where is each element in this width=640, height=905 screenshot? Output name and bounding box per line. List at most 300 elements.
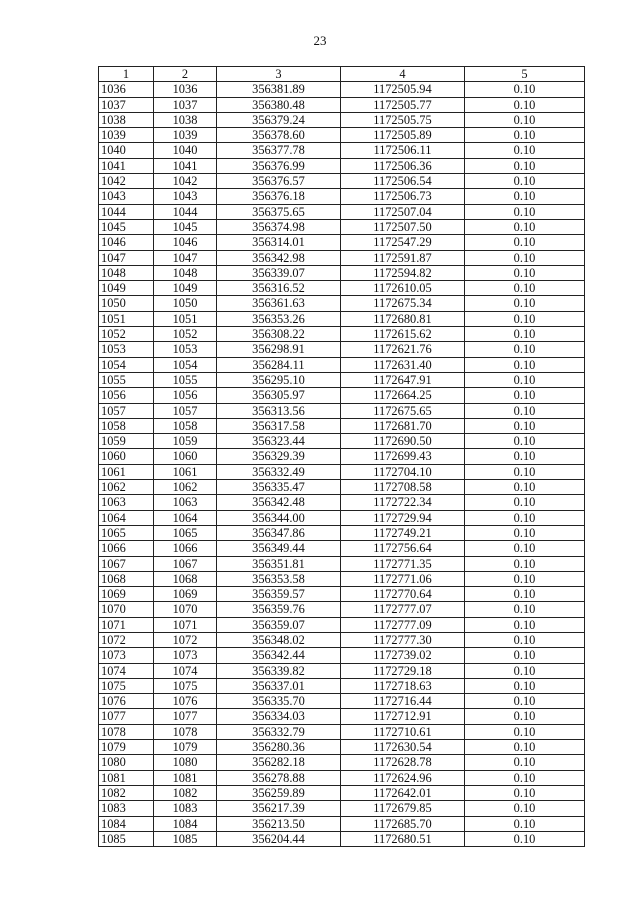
cell-point-id: 1038 [154,112,217,127]
cell-accuracy: 0.10 [465,434,585,449]
cell-x-coordinate: 356278.88 [217,770,341,785]
cell-point-id: 1051 [154,311,217,326]
cell-y-coordinate: 1172647.91 [341,372,465,387]
cell-x-coordinate: 356377.78 [217,143,341,158]
cell-point-id: 1039 [154,128,217,143]
cell-point-id: 1082 [154,785,217,800]
cell-point-id: 1065 [154,525,217,540]
table-row [99,525,585,540]
cell-accuracy: 0.10 [465,388,585,403]
cell-y-coordinate: 1172770.64 [341,587,465,602]
table-header-row [99,67,585,82]
table-row [99,816,585,831]
cell-accuracy: 0.10 [465,372,585,387]
table-row [99,357,585,372]
table-row [99,785,585,800]
cell-accuracy: 0.10 [465,678,585,693]
cell-y-coordinate: 1172505.75 [341,112,465,127]
table-row [99,755,585,770]
cell-point-number: 1075 [99,678,154,693]
cell-point-number: 1076 [99,694,154,709]
cell-y-coordinate: 1172681.70 [341,418,465,433]
cell-point-number: 1066 [99,541,154,556]
cell-accuracy: 0.10 [465,587,585,602]
cell-y-coordinate: 1172722.34 [341,495,465,510]
cell-x-coordinate: 356376.18 [217,189,341,204]
cell-y-coordinate: 1172704.10 [341,464,465,479]
cell-point-id: 1040 [154,143,217,158]
cell-point-id: 1054 [154,357,217,372]
cell-point-number: 1078 [99,724,154,739]
cell-point-number: 1059 [99,434,154,449]
cell-point-number: 1052 [99,327,154,342]
table-row [99,403,585,418]
column-header: 4 [341,67,465,82]
cell-accuracy: 0.10 [465,342,585,357]
cell-accuracy: 0.10 [465,112,585,127]
cell-point-number: 1044 [99,204,154,219]
cell-point-number: 1081 [99,770,154,785]
cell-point-number: 1050 [99,296,154,311]
cell-point-number: 1041 [99,158,154,173]
cell-point-id: 1059 [154,434,217,449]
table-row [99,449,585,464]
cell-x-coordinate: 356295.10 [217,372,341,387]
cell-point-id: 1053 [154,342,217,357]
cell-accuracy: 0.10 [465,709,585,724]
cell-accuracy: 0.10 [465,480,585,495]
cell-point-id: 1037 [154,97,217,112]
cell-x-coordinate: 356347.86 [217,525,341,540]
cell-accuracy: 0.10 [465,816,585,831]
table-row [99,388,585,403]
cell-point-id: 1068 [154,571,217,586]
cell-accuracy: 0.10 [465,281,585,296]
cell-point-number: 1085 [99,831,154,846]
cell-accuracy: 0.10 [465,464,585,479]
cell-accuracy: 0.10 [465,82,585,97]
cell-point-id: 1085 [154,831,217,846]
cell-accuracy: 0.10 [465,510,585,525]
cell-point-number: 1061 [99,464,154,479]
table-row [99,143,585,158]
cell-x-coordinate: 356308.22 [217,327,341,342]
table-row [99,327,585,342]
cell-accuracy: 0.10 [465,219,585,234]
cell-point-number: 1083 [99,801,154,816]
cell-y-coordinate: 1172506.54 [341,174,465,189]
cell-x-coordinate: 356353.58 [217,571,341,586]
cell-accuracy: 0.10 [465,525,585,540]
cell-accuracy: 0.10 [465,648,585,663]
cell-point-id: 1058 [154,418,217,433]
cell-x-coordinate: 356313.56 [217,403,341,418]
cell-point-number: 1057 [99,403,154,418]
cell-point-id: 1064 [154,510,217,525]
cell-accuracy: 0.10 [465,235,585,250]
cell-point-number: 1067 [99,556,154,571]
table-body [99,82,585,847]
cell-accuracy: 0.10 [465,785,585,800]
table-row [99,418,585,433]
table-row [99,724,585,739]
column-header: 1 [99,67,154,82]
cell-accuracy: 0.10 [465,755,585,770]
cell-point-number: 1063 [99,495,154,510]
cell-y-coordinate: 1172631.40 [341,357,465,372]
cell-x-coordinate: 356344.00 [217,510,341,525]
cell-y-coordinate: 1172680.81 [341,311,465,326]
cell-x-coordinate: 356381.89 [217,82,341,97]
cell-x-coordinate: 356378.60 [217,128,341,143]
cell-x-coordinate: 356375.65 [217,204,341,219]
table-row [99,219,585,234]
cell-x-coordinate: 356342.44 [217,648,341,663]
table-row [99,158,585,173]
cell-point-id: 1069 [154,587,217,602]
cell-x-coordinate: 356339.82 [217,663,341,678]
cell-y-coordinate: 1172729.18 [341,663,465,678]
cell-y-coordinate: 1172771.35 [341,556,465,571]
cell-y-coordinate: 1172507.50 [341,219,465,234]
cell-point-id: 1078 [154,724,217,739]
table-row [99,678,585,693]
cell-x-coordinate: 356361.63 [217,296,341,311]
cell-point-number: 1065 [99,525,154,540]
table-row [99,694,585,709]
table-row [99,235,585,250]
cell-y-coordinate: 1172679.85 [341,801,465,816]
cell-point-id: 1067 [154,556,217,571]
cell-x-coordinate: 356259.89 [217,785,341,800]
cell-point-id: 1071 [154,617,217,632]
cell-y-coordinate: 1172621.76 [341,342,465,357]
cell-point-id: 1074 [154,663,217,678]
cell-point-number: 1049 [99,281,154,296]
cell-point-number: 1055 [99,372,154,387]
cell-accuracy: 0.10 [465,495,585,510]
cell-point-id: 1055 [154,372,217,387]
table-row [99,296,585,311]
column-header: 5 [465,67,585,82]
cell-y-coordinate: 1172756.64 [341,541,465,556]
cell-point-id: 1036 [154,82,217,97]
cell-point-id: 1050 [154,296,217,311]
cell-y-coordinate: 1172675.34 [341,296,465,311]
cell-point-number: 1036 [99,82,154,97]
cell-accuracy: 0.10 [465,724,585,739]
cell-y-coordinate: 1172710.61 [341,724,465,739]
cell-y-coordinate: 1172628.78 [341,755,465,770]
cell-x-coordinate: 356376.99 [217,158,341,173]
table-row [99,82,585,97]
cell-point-id: 1079 [154,740,217,755]
cell-x-coordinate: 356280.36 [217,740,341,755]
cell-point-number: 1053 [99,342,154,357]
cell-point-number: 1073 [99,648,154,663]
table-row [99,189,585,204]
cell-accuracy: 0.10 [465,740,585,755]
cell-accuracy: 0.10 [465,128,585,143]
cell-x-coordinate: 356339.07 [217,265,341,280]
cell-y-coordinate: 1172624.96 [341,770,465,785]
cell-y-coordinate: 1172615.62 [341,327,465,342]
cell-x-coordinate: 356359.76 [217,602,341,617]
cell-x-coordinate: 356282.18 [217,755,341,770]
cell-y-coordinate: 1172610.05 [341,281,465,296]
cell-accuracy: 0.10 [465,541,585,556]
table-row [99,740,585,755]
cell-point-id: 1076 [154,694,217,709]
cell-point-number: 1084 [99,816,154,831]
cell-point-id: 1044 [154,204,217,219]
cell-point-number: 1074 [99,663,154,678]
cell-x-coordinate: 356217.39 [217,801,341,816]
cell-accuracy: 0.10 [465,357,585,372]
cell-point-number: 1039 [99,128,154,143]
cell-point-id: 1075 [154,678,217,693]
cell-y-coordinate: 1172777.07 [341,602,465,617]
table-row [99,372,585,387]
cell-point-id: 1046 [154,235,217,250]
cell-y-coordinate: 1172718.63 [341,678,465,693]
cell-y-coordinate: 1172708.58 [341,480,465,495]
cell-y-coordinate: 1172771.06 [341,571,465,586]
table-row [99,464,585,479]
cell-accuracy: 0.10 [465,571,585,586]
cell-point-number: 1051 [99,311,154,326]
cell-accuracy: 0.10 [465,158,585,173]
cell-point-number: 1071 [99,617,154,632]
cell-y-coordinate: 1172547.29 [341,235,465,250]
cell-y-coordinate: 1172680.51 [341,831,465,846]
table-row [99,434,585,449]
cell-x-coordinate: 356305.97 [217,388,341,403]
cell-x-coordinate: 356314.01 [217,235,341,250]
table-row [99,571,585,586]
cell-x-coordinate: 356353.26 [217,311,341,326]
cell-x-coordinate: 356298.91 [217,342,341,357]
cell-x-coordinate: 356359.57 [217,587,341,602]
cell-y-coordinate: 1172664.25 [341,388,465,403]
cell-point-number: 1047 [99,250,154,265]
cell-point-number: 1054 [99,357,154,372]
table-row [99,648,585,663]
cell-y-coordinate: 1172685.70 [341,816,465,831]
cell-y-coordinate: 1172507.04 [341,204,465,219]
cell-x-coordinate: 356204.44 [217,831,341,846]
cell-point-number: 1082 [99,785,154,800]
cell-point-number: 1062 [99,480,154,495]
cell-point-number: 1072 [99,632,154,647]
cell-accuracy: 0.10 [465,265,585,280]
coordinates-table [98,66,585,847]
cell-x-coordinate: 356380.48 [217,97,341,112]
cell-accuracy: 0.10 [465,801,585,816]
cell-accuracy: 0.10 [465,418,585,433]
cell-accuracy: 0.10 [465,311,585,326]
table-row [99,709,585,724]
cell-x-coordinate: 356332.79 [217,724,341,739]
cell-point-number: 1042 [99,174,154,189]
cell-point-id: 1048 [154,265,217,280]
cell-point-number: 1040 [99,143,154,158]
cell-y-coordinate: 1172777.09 [341,617,465,632]
cell-x-coordinate: 356213.50 [217,816,341,831]
cell-x-coordinate: 356376.57 [217,174,341,189]
column-header: 3 [217,67,341,82]
table-row [99,556,585,571]
table-row [99,831,585,846]
cell-y-coordinate: 1172506.11 [341,143,465,158]
cell-x-coordinate: 356323.44 [217,434,341,449]
cell-point-number: 1068 [99,571,154,586]
cell-accuracy: 0.10 [465,449,585,464]
cell-x-coordinate: 356316.52 [217,281,341,296]
cell-point-number: 1056 [99,388,154,403]
cell-x-coordinate: 356349.44 [217,541,341,556]
table-row [99,587,585,602]
cell-point-number: 1069 [99,587,154,602]
table-row [99,174,585,189]
cell-accuracy: 0.10 [465,143,585,158]
cell-accuracy: 0.10 [465,556,585,571]
page-number: 23 [313,33,327,48]
cell-y-coordinate: 1172739.02 [341,648,465,663]
table-row [99,342,585,357]
table-row [99,663,585,678]
cell-y-coordinate: 1172505.94 [341,82,465,97]
table-row [99,801,585,816]
cell-x-coordinate: 356334.03 [217,709,341,724]
cell-x-coordinate: 356359.07 [217,617,341,632]
cell-y-coordinate: 1172642.01 [341,785,465,800]
cell-x-coordinate: 356329.39 [217,449,341,464]
cell-accuracy: 0.10 [465,602,585,617]
cell-accuracy: 0.10 [465,403,585,418]
cell-point-id: 1066 [154,541,217,556]
cell-point-id: 1084 [154,816,217,831]
table-row [99,510,585,525]
cell-x-coordinate: 356335.47 [217,480,341,495]
cell-point-id: 1072 [154,632,217,647]
cell-x-coordinate: 356379.24 [217,112,341,127]
cell-y-coordinate: 1172712.91 [341,709,465,724]
column-header: 2 [154,67,217,82]
cell-x-coordinate: 356348.02 [217,632,341,647]
table-row [99,265,585,280]
cell-y-coordinate: 1172749.21 [341,525,465,540]
table-row [99,602,585,617]
cell-y-coordinate: 1172506.36 [341,158,465,173]
cell-y-coordinate: 1172675.65 [341,403,465,418]
cell-accuracy: 0.10 [465,296,585,311]
cell-x-coordinate: 356351.81 [217,556,341,571]
cell-y-coordinate: 1172777.30 [341,632,465,647]
cell-point-number: 1048 [99,265,154,280]
cell-y-coordinate: 1172506.73 [341,189,465,204]
cell-accuracy: 0.10 [465,694,585,709]
cell-accuracy: 0.10 [465,97,585,112]
cell-point-number: 1060 [99,449,154,464]
cell-accuracy: 0.10 [465,831,585,846]
cell-y-coordinate: 1172591.87 [341,250,465,265]
table-row [99,541,585,556]
table-row [99,495,585,510]
table-row [99,480,585,495]
cell-point-id: 1061 [154,464,217,479]
cell-x-coordinate: 356317.58 [217,418,341,433]
cell-y-coordinate: 1172630.54 [341,740,465,755]
cell-y-coordinate: 1172716.44 [341,694,465,709]
cell-y-coordinate: 1172690.50 [341,434,465,449]
cell-x-coordinate: 356342.48 [217,495,341,510]
cell-accuracy: 0.10 [465,327,585,342]
cell-accuracy: 0.10 [465,250,585,265]
cell-point-id: 1062 [154,480,217,495]
cell-y-coordinate: 1172729.94 [341,510,465,525]
cell-point-id: 1047 [154,250,217,265]
cell-point-id: 1083 [154,801,217,816]
cell-accuracy: 0.10 [465,663,585,678]
table-row [99,311,585,326]
cell-point-id: 1042 [154,174,217,189]
cell-point-id: 1070 [154,602,217,617]
table-row [99,250,585,265]
table-row [99,281,585,296]
cell-point-number: 1077 [99,709,154,724]
cell-y-coordinate: 1172505.77 [341,97,465,112]
cell-point-number: 1038 [99,112,154,127]
cell-x-coordinate: 356342.98 [217,250,341,265]
cell-point-id: 1043 [154,189,217,204]
cell-point-id: 1052 [154,327,217,342]
cell-y-coordinate: 1172699.43 [341,449,465,464]
table-row [99,632,585,647]
cell-x-coordinate: 356284.11 [217,357,341,372]
table-row [99,770,585,785]
cell-point-number: 1058 [99,418,154,433]
table-row [99,617,585,632]
cell-point-id: 1057 [154,403,217,418]
cell-y-coordinate: 1172594.82 [341,265,465,280]
cell-y-coordinate: 1172505.89 [341,128,465,143]
cell-point-number: 1064 [99,510,154,525]
table-row [99,128,585,143]
cell-point-number: 1046 [99,235,154,250]
cell-point-number: 1070 [99,602,154,617]
cell-accuracy: 0.10 [465,770,585,785]
cell-point-id: 1073 [154,648,217,663]
cell-accuracy: 0.10 [465,617,585,632]
cell-point-number: 1080 [99,755,154,770]
table-row [99,204,585,219]
table-row [99,97,585,112]
cell-accuracy: 0.10 [465,174,585,189]
table-row [99,112,585,127]
cell-point-id: 1045 [154,219,217,234]
cell-accuracy: 0.10 [465,204,585,219]
cell-x-coordinate: 356337.01 [217,678,341,693]
cell-point-id: 1060 [154,449,217,464]
cell-accuracy: 0.10 [465,632,585,647]
cell-x-coordinate: 356332.49 [217,464,341,479]
cell-point-number: 1045 [99,219,154,234]
cell-point-id: 1056 [154,388,217,403]
cell-point-number: 1037 [99,97,154,112]
cell-point-id: 1080 [154,755,217,770]
cell-point-id: 1077 [154,709,217,724]
